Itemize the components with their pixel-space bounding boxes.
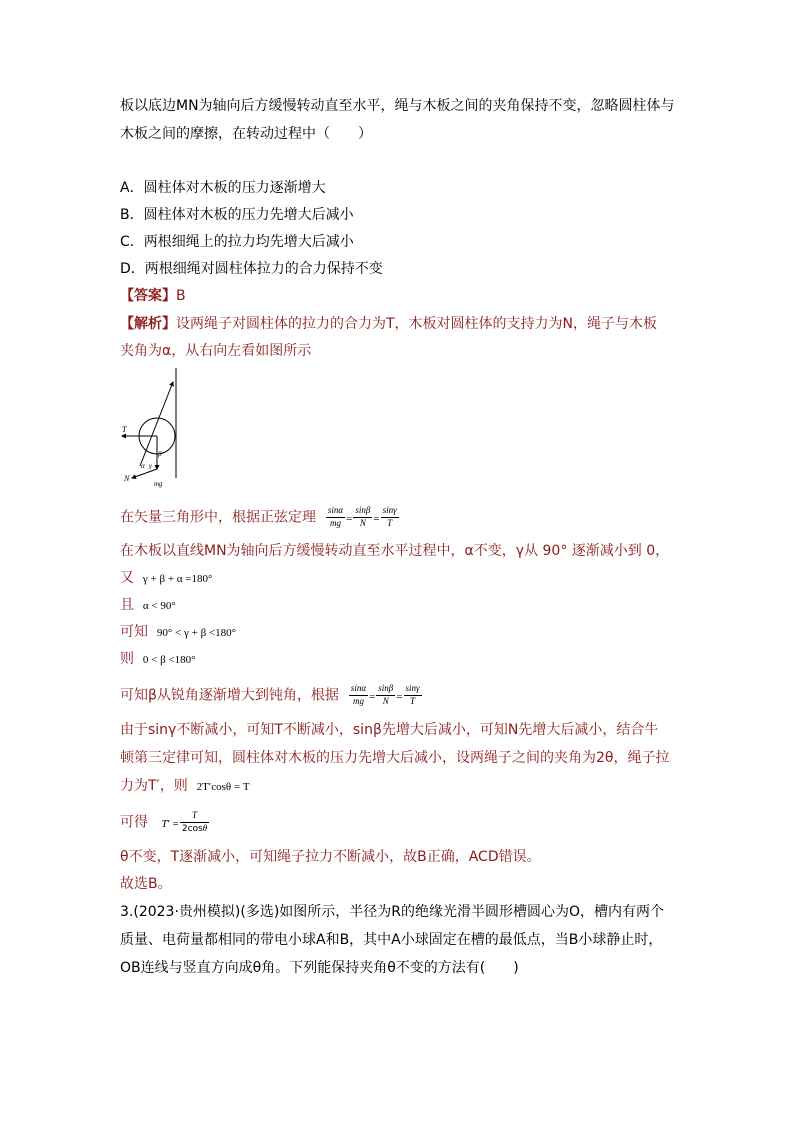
- problem3-line-3: OB连线与竖直方向成θ角。下列能保持夹角θ不变的方法有( ): [120, 960, 519, 976]
- answer-line: [120, 286, 186, 306]
- option-b: B．圆柱体对木板的压力先增大后减小: [120, 207, 354, 223]
- tension-equation: T′ = $\frac{T}{2\cos\theta}$: [161, 810, 208, 834]
- label-n: N: [124, 474, 130, 483]
- question-stem-line-1: 板以底边MN为轴向后方缓慢转动直至水平，绳与木板之间的夹角保持不变，忽略圆柱体与: [120, 98, 675, 114]
- option-d: D．两根细绳对圆柱体拉力的合力保持不变: [120, 261, 383, 277]
- analysis-text: 设两绳子对圆柱体的拉力的合力为T，木板对圆柱体的支持力为N，绳子与木板: [176, 316, 658, 332]
- label-beta: β: [158, 450, 162, 458]
- analysis-line-sin: 由于sinγ不断减小，可知T不断减小，sinβ先增大后减小，可知N先增大后减小，结合牛: [120, 722, 659, 738]
- label-mg: mg: [154, 480, 163, 488]
- analysis-tag: 【解析】: [120, 316, 176, 332]
- analysis-line-rope: 力为T′，则 2T′cosθ = T: [120, 778, 250, 794]
- analysis-line-range1: 可知 90° < γ + β <180°: [120, 624, 237, 640]
- option-a: A．圆柱体对木板的压力逐渐增大: [120, 180, 326, 196]
- alpha-inequality: α < 90°: [142, 600, 176, 612]
- normal-arrow: [132, 469, 157, 478]
- answer-tag: 【答案】: [120, 288, 176, 304]
- analysis-line-range2: 则 0 < β <180°: [120, 651, 196, 667]
- analysis-line-newton: 顿第三定律可知，圆柱体对木板的压力先增大后减小，设两绳子之间的夹角为2θ，绳子拉: [120, 750, 670, 766]
- answer-value: B: [176, 288, 186, 304]
- option-c: C．两根细绳上的拉力均先增大后减小: [120, 234, 354, 250]
- label-t: T: [122, 425, 127, 434]
- label-alpha: α: [141, 462, 145, 470]
- analysis-line-angle-sum: 又 γ + β + α =180°: [120, 570, 213, 586]
- problem3-line-1: 3.(2023·贵州模拟)(多选)如图所示，半径为R的绝缘光滑半圆形槽圆心为O，槽内有两个: [120, 904, 665, 920]
- sine-law-equation-2: $\frac{\sin\alpha}{mg}$ = $\frac{\sin\beta}{N}$ = $\frac{\sin\gamma}{T}$: [350, 683, 420, 706]
- analysis-line-1: [120, 314, 657, 334]
- label-gamma: γ: [149, 462, 152, 470]
- analysis-line-beta: 可知β从锐角逐渐增大到钝角，根据 $\frac{\sin\alpha}{mg}$ = $\frac{\sin\beta}{N}$ = $\frac{\sin\gamma}{T}$: [120, 683, 423, 708]
- analysis-line-alpha: 且 α < 90°: [120, 597, 176, 613]
- sine-law-line: 在矢量三角形中，根据正弦定理 $\frac{\sin\alpha}{mg}$ = $\frac{\sin\beta}{N}$ = $\frac{\sin\gamma}{T}$: [120, 505, 400, 530]
- angle-sum-equation: γ + β + α =180°: [142, 573, 213, 585]
- analysis-conclusion: θ不变，T逐渐减小，可知绳子拉力不断减小，故B正确，ACD错误。: [120, 849, 541, 865]
- force-diagram: [118, 366, 188, 490]
- sine-law-equation: $\frac{\sin\alpha}{mg}$ = $\frac{\sin\beta}{N}$ = $\frac{\sin\gamma}{T}$: [327, 505, 397, 528]
- analysis-line-rotation: 在木板以直线MN为轴向后方缓慢转动直至水平过程中，α不变，γ从 90° 逐渐减小到 0，: [120, 543, 670, 559]
- analysis-line-2: 夹角为α，从右向左看如图所示: [120, 343, 312, 359]
- problem3-line-2: 质量、电荷量都相同的带电小球A和B，其中A小球固定在槽的最低点，当B小球静止时，: [120, 932, 663, 948]
- question-stem-line-2: 木板之间的摩擦，在转动过程中（ ）: [120, 126, 372, 142]
- analysis-line-tension: 可得 T′ = $\frac{T}{2\cos\theta}$: [120, 810, 210, 835]
- range1-inequality: 90° < γ + β <180°: [156, 627, 237, 639]
- range2-inequality: 0 < β <180°: [142, 654, 196, 666]
- choose-answer: 故选B。: [120, 876, 172, 892]
- rope-equation: 2T′cosθ = T: [196, 781, 250, 793]
